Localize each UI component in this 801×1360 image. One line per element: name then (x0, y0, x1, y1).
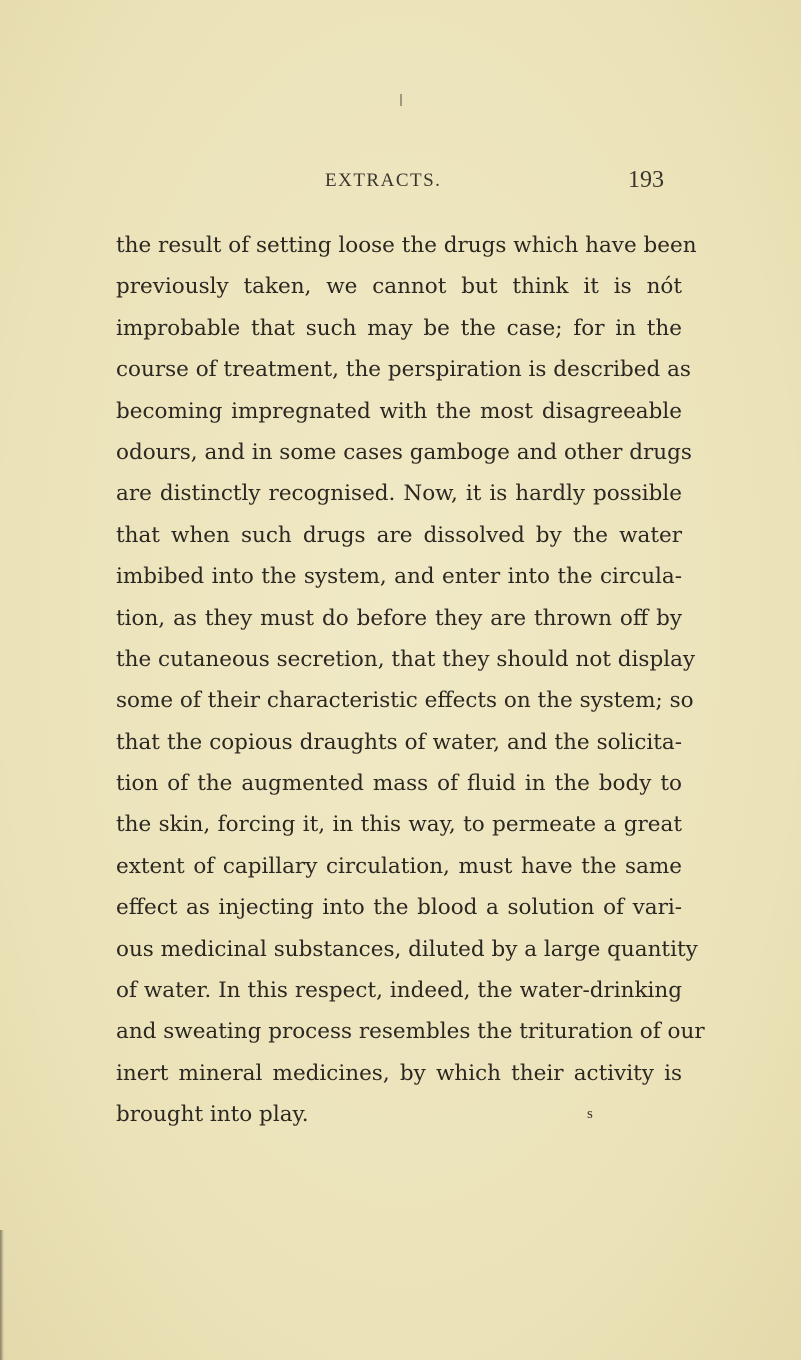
running-head (0, 167, 801, 200)
text-line: and sweating process resembles the trituration of our (116, 1019, 705, 1045)
text-line: tion of the augmented mass of fluid in the body to (116, 771, 682, 797)
body-text (116, 225, 705, 1136)
text-line: improbable that such may be the case; for in the (116, 315, 682, 341)
text-line: odours, and in some cases gamboge and other drugs (116, 439, 692, 465)
running-head-title: EXTRACTS. (325, 170, 442, 191)
text-line: course of treatment, the perspiration is described as (116, 357, 691, 383)
text-line: becoming impregnated with the most disagreeable (116, 398, 682, 424)
text-line: the result of setting loose the drugs which have been (116, 233, 697, 258)
text-line: previously taken, we cannot but think it is nót (116, 274, 682, 300)
text-line: some of their characteristic effects on the system; so (116, 688, 694, 714)
page-edge-shadow (0, 1230, 4, 1360)
text-line: effect as injecting into the blood a solution of vari- (116, 895, 682, 921)
text-line: the skin, forcing it, in this way, to permeate a great (116, 812, 682, 838)
text-line: of water. In this respect, indeed, the water-drinking (116, 978, 682, 1004)
text-line: are distinctly recognised. Now, it is hardly possible (116, 481, 682, 507)
text-line: that the copious draughts of water, and the solicita- (116, 729, 682, 755)
text-line: ous medicinal substances, diluted by a large quantity (116, 936, 698, 962)
text-line: extent of capillary circulation, must have the same (116, 853, 682, 879)
signature-mark: s (587, 1106, 593, 1122)
text-line: brought into play. (116, 1102, 309, 1128)
text-line: tion, as they must do before they are thrown off by (116, 605, 682, 631)
text-line: the cutaneous secretion, that they should not display (116, 646, 696, 672)
text-line: imbibed into the system, and enter into the circula- (116, 564, 682, 590)
page-number: 193 (628, 167, 664, 193)
text-line: that when such drugs are dissolved by the water (116, 522, 682, 548)
text-line: inert mineral medicines, by which their activity is (116, 1060, 682, 1086)
stray-ink-mark (400, 94, 402, 106)
